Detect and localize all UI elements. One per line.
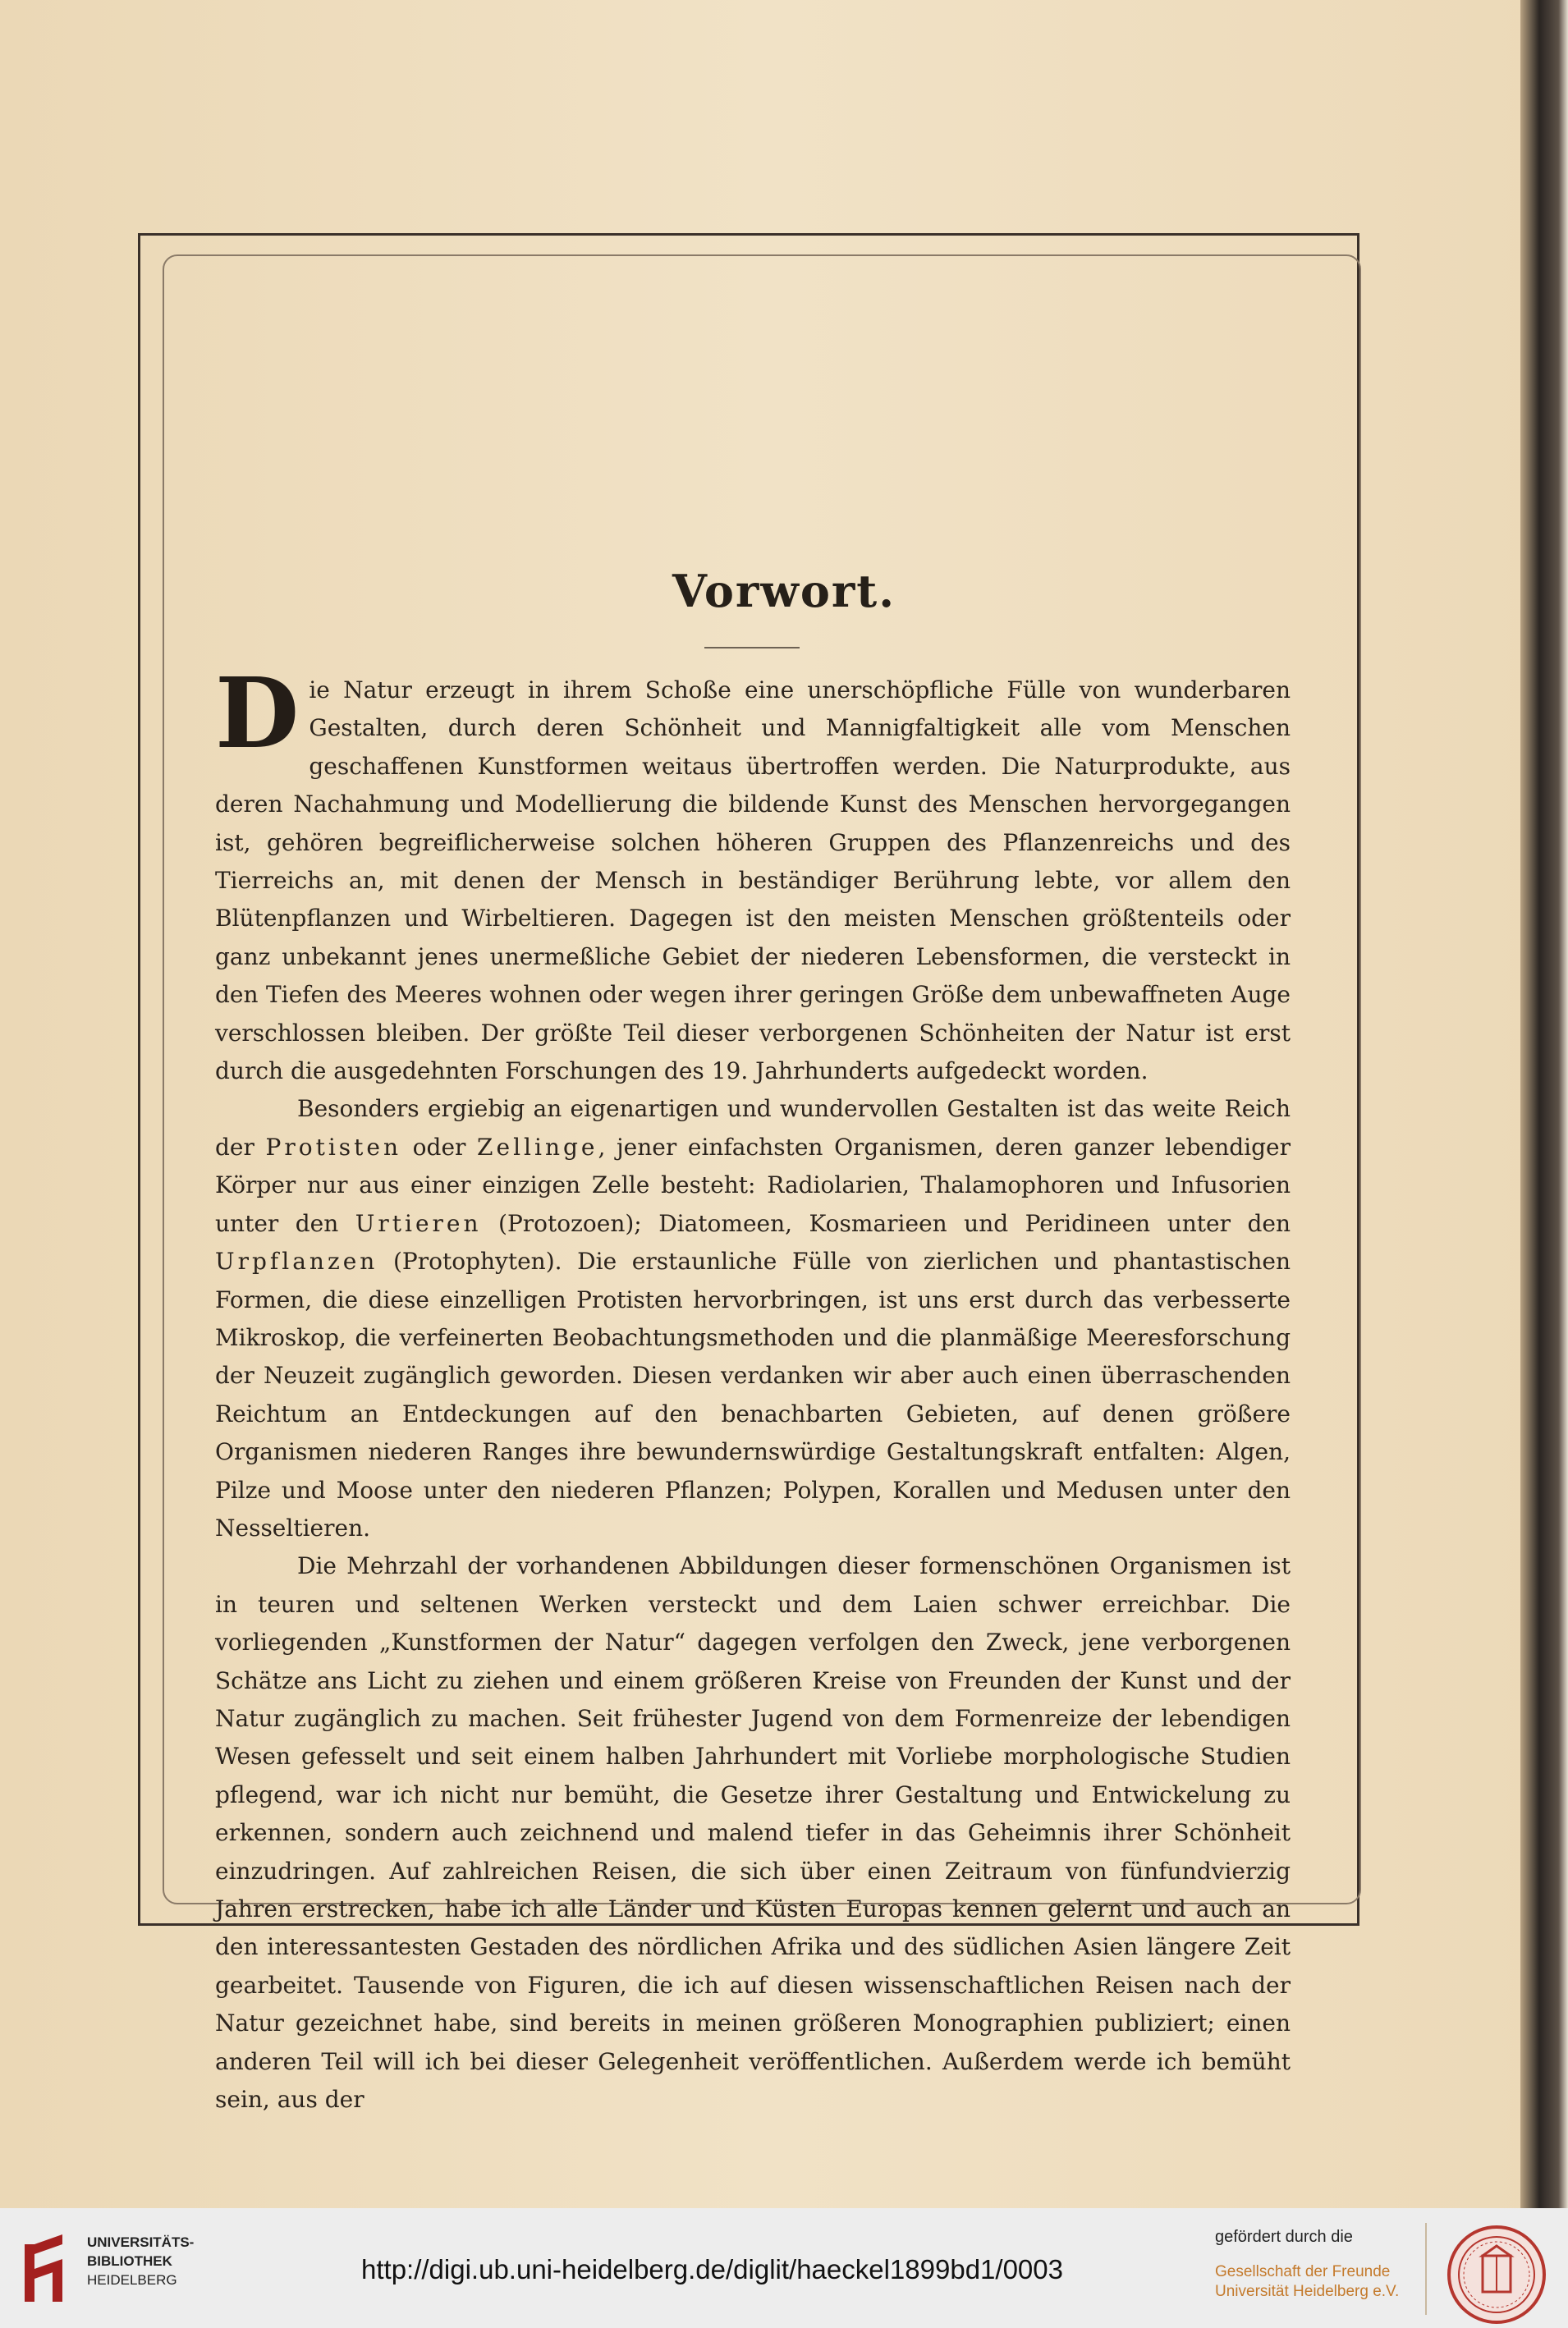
- paragraph-2-part-5: (Protophyten). Die erstaunliche Fülle von zierlichen und phantastischen Formen, die diese einzelligen Protisten hervorbringen, ist uns erst durch das verbesserte Mikroskop, die verfeinerten Beobachtungsmethoden und die planmäßige Meeresforschung der Neuzeit zugänglich geworden. Diesen verdanken wir aber auch einen überraschenden Reichtum an Entdeckungen auf den benachbarten Gebieten, auf denen größere Organismen niederen Ranges ihre bewundernswürdige Gestaltungskraft entfalten: Algen, Pilze und Moose unter den niederen Pflanzen; Polypen, Korallen und Medusen unter den Nesseltieren.: [215, 1248, 1291, 1542]
- term-zellinge: Zellinge: [477, 1133, 598, 1161]
- term-urpflanzen: Urpflanzen: [215, 1248, 378, 1276]
- library-name-line-2: BIBLIOTHEK: [87, 2253, 172, 2269]
- paragraph-2-part-2: oder: [401, 1133, 478, 1161]
- university-seal-icon: [1447, 2225, 1547, 2325]
- body-text: [215, 656, 1291, 2119]
- sponsor-intro: gefördert durch die: [1215, 2228, 1353, 2246]
- page-title: Vorwort.: [672, 565, 896, 617]
- footer-bar: [0, 2208, 1568, 2328]
- paragraph-1: [215, 656, 1291, 1090]
- library-name: [87, 2233, 194, 2289]
- paragraph-2: [215, 1090, 1291, 1547]
- paragraph-3: Die Mehrzahl der vorhandenen Abbildungen dieser formenschönen Organismen ist in teuren und seltenen Werken versteckt und dem Laien schwer erreichbar. Die vorliegenden „Kunstformen der Natur“ dagegen verfolgen den Zweck, jene verborgenen Schätze ans Licht zu ziehen und einem größeren Kreise von Freunden der Kunst und der Natur zugänglich zu machen. Seit frühester Jugend von dem Formenreize der lebendigen Wesen gefesselt und seit einem halben Jahrhundert mit Vorliebe morphologische Studien pflegend, war ich nicht nur bemüht, die Gesetze ihrer Gestaltung und Entwickelung zu erkennen, sondern auch zeichnend und malend tiefer in das Geheimnis ihrer Schönheit einzudringen. Auf zahlreichen Reisen, die sich über einen Zeitraum von fünfundvierzig Jahren erstrecken, habe ich alle Länder und Küsten Europas kennen gelernt und auch an den interessantesten Gestaden des nördlichen Afrika und des südlichen Asien längere Zeit gearbeitet. Tausende von Figuren, die ich auf diesen wissenschaftlichen Reisen nach der Natur gezeichnet habe, sind bereits in meinen größeren Monographien publiziert; einen anderen Teil will ich bei dieser Gelegenheit veröffentlichen. Außerdem werde ich bemüht sein, aus der: [215, 1552, 1291, 2114]
- title-rule: [704, 647, 800, 648]
- paragraph-2-part-1: Besonders ergiebig an eigenartigen und wundervollen Gestalten ist das weite Reich der: [215, 1095, 1291, 1161]
- sponsor-name[interactable]: [1215, 2262, 1399, 2302]
- sponsor-name-line-1: Gesellschaft der Freunde: [1215, 2263, 1391, 2280]
- book-page-edge: [1520, 0, 1568, 2208]
- paragraph-2-part-4: (Protozoen); Diatomeen, Kosmarieen und Peridineen unter den: [481, 1209, 1291, 1237]
- paragraph-2-part-3: , jener einfachsten Organismen, deren ganzer lebendiger Körper nur aus einer einzigen Zelle besteht: Radiolarien, Thalamophoren und Infusorien unter den: [215, 1133, 1291, 1237]
- drop-cap: D: [215, 656, 300, 770]
- sponsor-divider: [1425, 2223, 1427, 2315]
- ub-heidelberg-logo-icon[interactable]: [20, 2233, 72, 2308]
- term-urtieren: Urtieren: [355, 1209, 482, 1237]
- sponsor-name-line-2: Universität Heidelberg e.V.: [1215, 2283, 1400, 2300]
- paragraph-1-text: ie Natur erzeugt in ihrem Schoße eine unerschöpfliche Fülle von wunderbaren Gestalten, durch deren Schönheit und Mannigfaltigkeit alle vom Menschen geschaffenen Kunstformen weitaus übertroffen werden. Die Naturprodukte, aus deren Nachahmung und Modellierung die bildende Kunst des Menschen hervorgegangen ist, gehören begreiflicherweise solchen höheren Gruppen des Pflanzenreichs und des Tierreichs an, mit denen der Mensch in beständiger Berührung lebte, vor allem den Blütenpflanzen und Wirbeltieren. Dagegen ist den meisten Menschen größtenteils oder ganz unbekannt jenes unermeßliche Gebiet der niederen Lebensformen, die versteckt in den Tiefen des Meeres wohnen oder wegen ihrer geringen Größe dem unbewaffneten Auge verschlossen bleiben. Der größte Teil dieser verborgenen Schönheiten der Natur ist erst durch die ausgedehnten Forschungen des 19. Jahrhunderts aufgedeckt worden.: [215, 676, 1291, 1085]
- term-protisten: Protisten: [265, 1133, 402, 1161]
- library-name-line-1: UNIVERSITÄTS-: [87, 2234, 195, 2250]
- library-name-line-3: HEIDELBERG: [87, 2272, 177, 2288]
- permalink-url[interactable]: http://digi.ub.uni-heidelberg.de/diglit/haeckel1899bd1/0003: [361, 2254, 1063, 2284]
